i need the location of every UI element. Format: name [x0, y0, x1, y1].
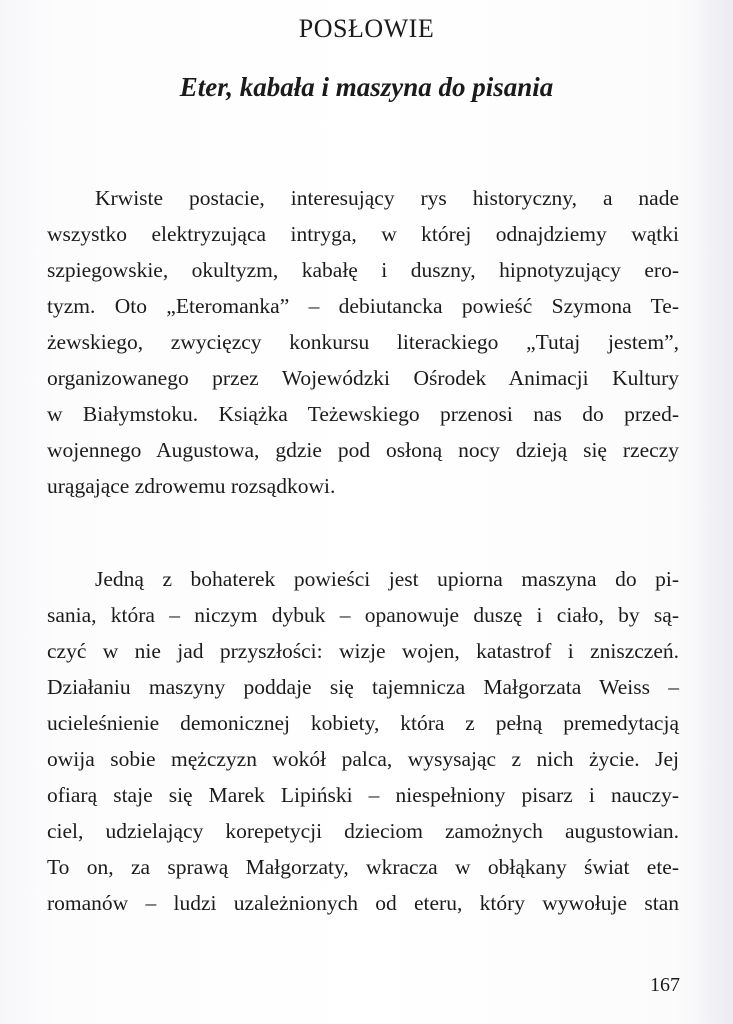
text-line: wojennego Augustowa, gdzie pod osłoną nocy dzieją się rzeczy — [47, 438, 679, 462]
section-title: POSŁOWIE — [298, 14, 435, 43]
text-line: ciel, udzielający korepetycji dzieciom zamożnych augustowian. — [47, 819, 679, 843]
text-line: romanów – ludzi uzależnionych od eteru, który wywołuje stan — [47, 891, 679, 915]
text-line: ucieleśnienie demonicznej kobiety, która z pełną premedytacją — [47, 711, 679, 735]
text-line: owija sobie mężczyzn wokół palca, wysysając z nich życie. Jej — [47, 747, 679, 771]
text-line: sania, która – niczym dybuk – opanowuje duszę i ciało, by są- — [47, 603, 679, 627]
text-line: organizowanego przez Wojewódzki Ośrodek Animacji Kultury — [47, 366, 679, 390]
text-line: w Białymstoku. Książka Teżewskiego przenosi nas do przed- — [47, 402, 679, 426]
text-line: szpiegowskie, okultyzm, kabałę i duszny, hipnotyzujący ero- — [47, 258, 679, 282]
page-number: 167 — [650, 974, 680, 996]
text-line: Działaniu maszyny poddaje się tajemnicza Małgorzata Weiss – — [47, 675, 679, 699]
page-edge-shadow — [693, 0, 733, 1024]
text-line: Jedną z bohaterek powieści jest upiorna maszyna do pi- — [95, 567, 679, 591]
text-line: czyć w nie jad przyszłości: wizje wojen, katastrof i zniszczeń. — [47, 639, 679, 663]
text-line: żewskiego, zwycięzcy konkursu literackiego „Tutaj jestem”, — [47, 330, 679, 354]
chapter-title: Eter, kabała i maszyna do pisania — [179, 72, 554, 102]
text-line: ofiarą staje się Marek Lipiński – niespełniony pisarz i nauczy- — [47, 783, 679, 807]
text-line: To on, za sprawą Małgorzaty, wkracza w obłąkany świat ete- — [47, 855, 679, 879]
text-line: Krwiste postacie, interesujący rys historyczny, a nade — [95, 186, 679, 210]
text-line: urągające zdrowemu rozsądkowi. — [47, 474, 336, 498]
text-line: wszystko elektryzująca intryga, w której odnajdziemy wątki — [47, 222, 679, 246]
text-line: tyzm. Oto „Eteromanka” – debiutancka powieść Szymona Te- — [47, 294, 679, 318]
